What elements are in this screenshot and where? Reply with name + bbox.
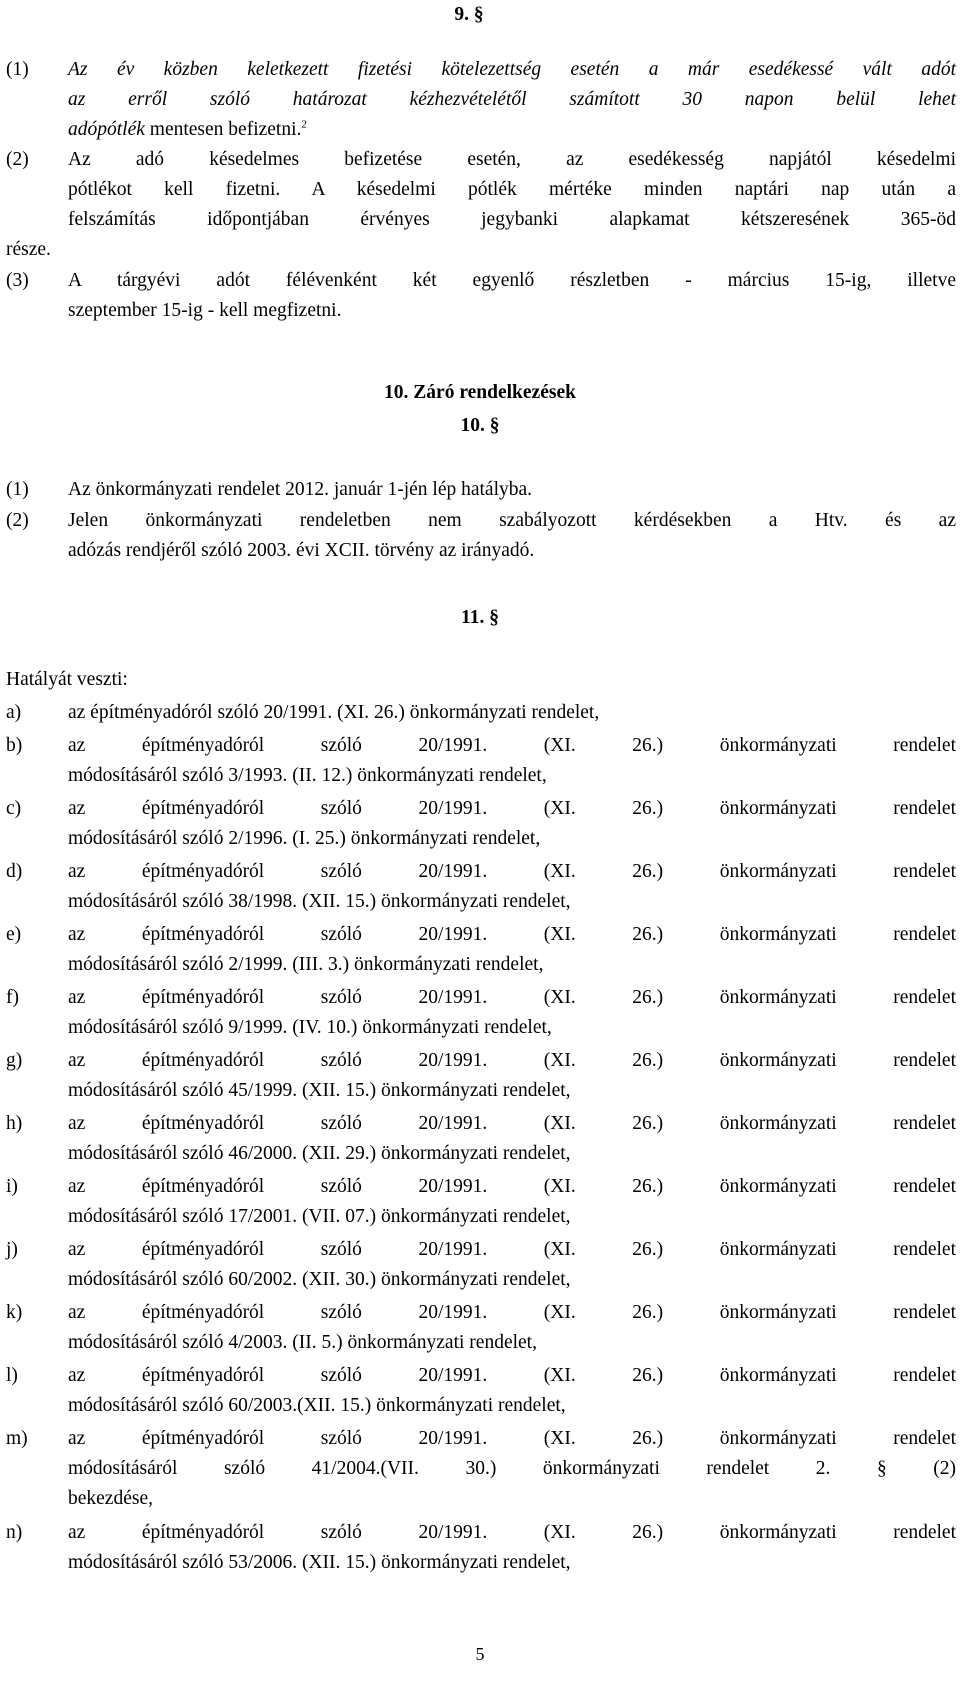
item-line: az építményadóról szóló 20/1991. (XI. 26.) önkormányzati rendelet (68, 1428, 956, 1449)
item-line: az építményadóról szóló 20/1991. (XI. 26.) önkormányzati rendelet (68, 1302, 956, 1323)
item-label: e) (6, 924, 22, 945)
repeal-item-m (6, 1424, 956, 1514)
item-line: módosításáról szóló 2/1996. (I. 25.) önkormányzati rendelet, (68, 828, 541, 849)
repeal-item (6, 857, 956, 917)
paragraph-line: pótlékot kell fizetni. A késedelmi pótlék mértéke minden naptári nap után a (68, 179, 956, 200)
item-label: i) (6, 1176, 18, 1197)
repeal-item (6, 1109, 956, 1169)
paragraph-line: Az önkormányzati rendelet 2012. január 1-jén lép hatályba. (68, 479, 533, 500)
item-line: az építményadóról szóló 20/1991. (XI. 26.) önkormányzati rendelet, (68, 702, 600, 723)
paragraph-label: (2) (6, 510, 29, 531)
footnote-ref: 2 (301, 118, 307, 131)
item-line: módosításáról szóló 17/2001. (VII. 07.) önkormányzati rendelet, (68, 1206, 571, 1227)
section-11-heading: 11. § (461, 607, 499, 628)
repeal-item (6, 1361, 956, 1421)
paragraph-label: (3) (6, 270, 29, 291)
item-label: d) (6, 861, 23, 882)
paragraph-line: szeptember 15-ig - kell megfizetni. (68, 300, 342, 321)
item-line: módosításáról szóló 41/2004.(VII. 30.) önkormányzati rendelet 2. § (2) (68, 1458, 956, 1479)
paragraph-line: Jelen önkormányzati rendeletben nem szabályozott kérdésekben a Htv. és az (68, 510, 956, 531)
section-10-heading: 10. § (460, 415, 500, 436)
section-9-heading: 9. § (454, 4, 484, 25)
paragraph-label: (1) (6, 479, 29, 500)
paragraph-line (68, 115, 956, 145)
item-line: az építményadóról szóló 20/1991. (XI. 26.) önkormányzati rendelet (68, 1176, 956, 1197)
item-line: az építményadóról szóló 20/1991. (XI. 26.) önkormányzati rendelet (68, 861, 956, 882)
italic-term: adópótlék (68, 119, 145, 140)
repeal-item (6, 983, 956, 1043)
paragraph-line: az erről szóló határozat kézhezvételétől számított 30 napon belül lehet (68, 89, 956, 110)
paragraph-line: Az év közben keletkezett fizetési kötelezettség esetén a már esedékessé vált adót (68, 59, 956, 80)
item-label: j) (6, 1239, 18, 1260)
paragraph-label: (1) (6, 59, 29, 80)
item-label: n) (6, 1522, 23, 1543)
item-line: az építményadóról szóló 20/1991. (XI. 26.) önkormányzati rendelet (68, 1050, 956, 1071)
item-line: módosításáról szóló 60/2002. (XII. 30.) önkormányzati rendelet, (68, 1269, 571, 1290)
item-label: m) (6, 1428, 28, 1449)
item-line: az építményadóról szóló 20/1991. (XI. 26.) önkormányzati rendelet (68, 1522, 956, 1543)
paragraph-line: felszámítás időpontjában érvényes jegybanki alapkamat kétszeresének 365-öd (68, 209, 956, 230)
paragraph-line: A tárgyévi adót félévenként két egyenlő részletben - március 15-ig, illetve (68, 270, 956, 291)
item-label: c) (6, 798, 22, 819)
item-line: módosításáról szóló 46/2000. (XII. 29.) önkormányzati rendelet, (68, 1143, 571, 1164)
repeal-item (6, 1298, 956, 1358)
paragraph-line: Az adó késedelmes befizetése esetén, az esedékesség napjától késedelmi (68, 149, 956, 170)
section-9-paragraph-1 (6, 55, 956, 145)
item-label: h) (6, 1113, 23, 1134)
section-10-paragraph-1 (6, 475, 956, 505)
repeal-item-a (6, 698, 956, 728)
item-line: módosításáról szóló 45/1999. (XII. 15.) önkormányzati rendelet, (68, 1080, 571, 1101)
page-number: 5 (475, 1644, 485, 1664)
section-9-paragraph-2 (6, 145, 956, 235)
section-9-paragraph-3 (6, 266, 956, 326)
paragraph-label: (2) (6, 149, 29, 170)
item-label: b) (6, 735, 23, 756)
paragraph-line: része. (6, 239, 51, 260)
item-line: az építményadóról szóló 20/1991. (XI. 26.) önkormányzati rendelet (68, 924, 956, 945)
repeal-item (6, 1172, 956, 1232)
item-line: módosításáról szóló 3/1993. (II. 12.) önkormányzati rendelet, (68, 765, 547, 786)
item-line: módosításáról szóló 9/1999. (IV. 10.) önkormányzati rendelet, (68, 1017, 552, 1038)
item-line: módosításáról szóló 4/2003. (II. 5.) önkormányzati rendelet, (68, 1332, 537, 1353)
repeal-item (6, 1235, 956, 1295)
repeal-item (6, 731, 956, 791)
item-label: a) (6, 702, 22, 723)
item-line: az építményadóról szóló 20/1991. (XI. 26.) önkormányzati rendelet (68, 798, 956, 819)
item-line: az építményadóról szóló 20/1991. (XI. 26.) önkormányzati rendelet (68, 1239, 956, 1260)
section-10-paragraph-2 (6, 506, 956, 566)
item-line: az építményadóról szóló 20/1991. (XI. 26.) önkormányzati rendelet (68, 735, 956, 756)
item-line: módosításáról szóló 53/2006. (XII. 15.) önkormányzati rendelet, (68, 1552, 571, 1573)
item-line: módosításáról szóló 38/1998. (XII. 15.) önkormányzati rendelet, (68, 891, 571, 912)
item-line: módosításáról szóló 2/1999. (III. 3.) önkormányzati rendelet, (68, 954, 544, 975)
item-line: az építményadóról szóló 20/1991. (XI. 26.) önkormányzati rendelet (68, 1365, 956, 1386)
item-label: k) (6, 1302, 23, 1323)
repeal-item (6, 920, 956, 980)
repeal-item (6, 794, 956, 854)
repeal-item (6, 1046, 956, 1106)
item-line: módosításáról szóló 60/2003.(XII. 15.) önkormányzati rendelet, (68, 1395, 566, 1416)
repeal-intro: Hatályát veszti: (6, 669, 128, 690)
item-label: g) (6, 1050, 23, 1071)
item-line: az építményadóról szóló 20/1991. (XI. 26.) önkormányzati rendelet (68, 1113, 956, 1134)
item-line: az építményadóról szóló 20/1991. (XI. 26.) önkormányzati rendelet (68, 987, 956, 1008)
repeal-item-n (6, 1518, 956, 1578)
item-label: l) (6, 1365, 18, 1386)
paragraph-line-rest: mentesen befizetni. (144, 119, 302, 140)
paragraph-line: adózás rendjéről szóló 2003. évi XCII. törvény az irányadó. (68, 540, 535, 561)
item-label: f) (6, 987, 19, 1008)
item-line: bekezdése, (68, 1488, 153, 1509)
section-10-title: 10. Záró rendelkezések (384, 382, 576, 403)
